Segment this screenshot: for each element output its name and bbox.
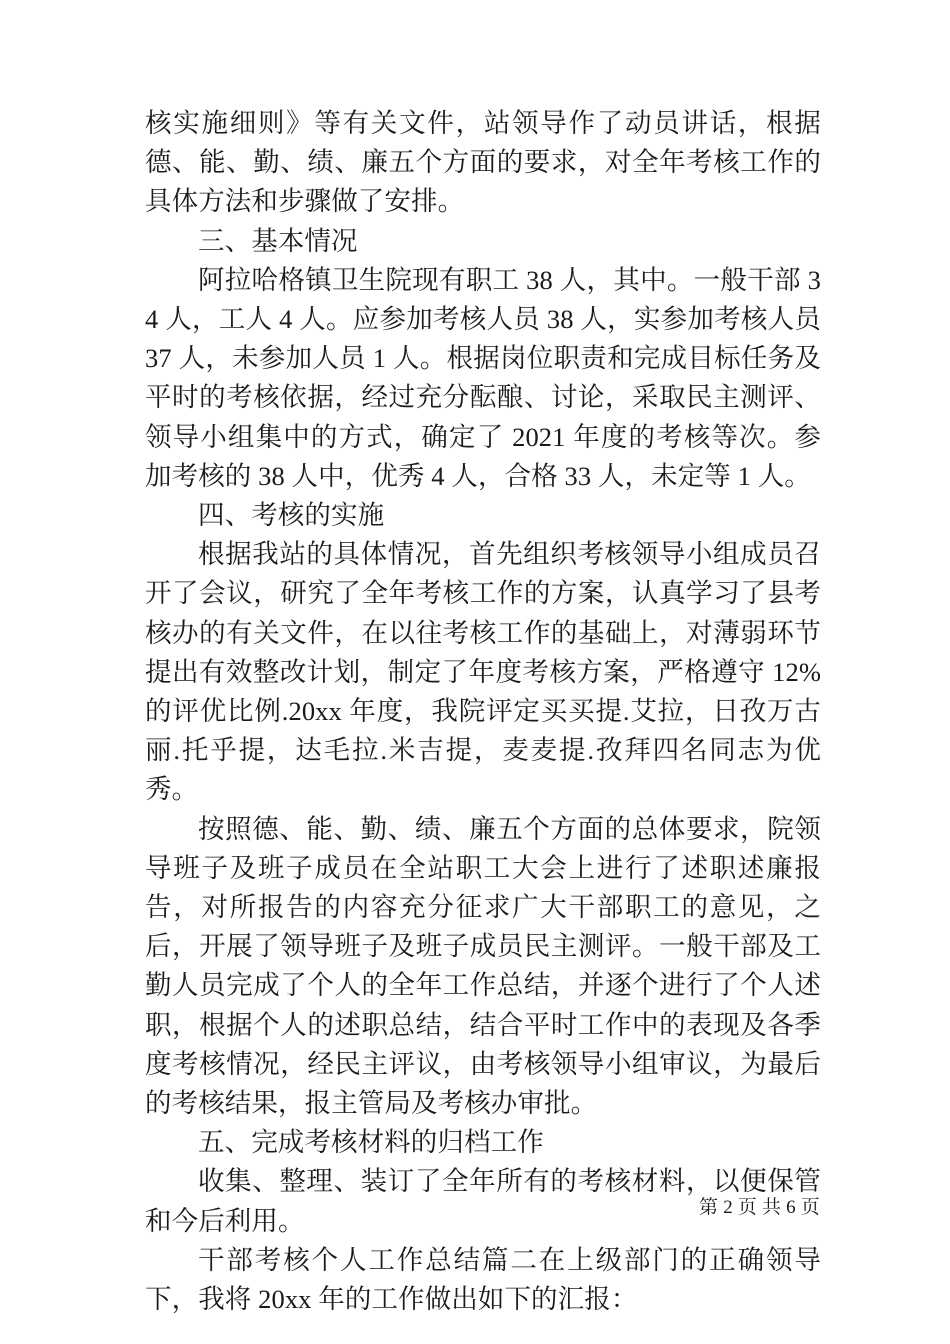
- paragraph-continued-opening: 核实施细则》等有关文件，站领导作了动员讲话，根据德、能、勤、绩、廉五个方面的要求，对全年考核工作的具体方法和步骤做了安排。: [145, 108, 821, 217]
- paragraph-requirements: 按照德、能、勤、绩、廉五个方面的总体要求，院领导班子及班子成员在全站职工大会上进行了述职述廉报告，对所报告的内容充分征求广大干部职工的意见，之后，开展了领导班子及班子成员民主测评。一般干部及工勤人员完成了个人的全年工作总结，并逐个进行了个人述职，根据个人的述职总结，结合平时工作中的表现及各季度考核情况，经民主评议，由考核领导小组审议，为最后的考核结果，报主管局及考核办审批。: [145, 813, 821, 1119]
- page-number-footer: 第 2 页 共 6 页: [699, 1197, 820, 1218]
- paragraph-basic-situation: 阿拉哈格镇卫生院现有职工 38 人，其中。一般干部 34 人，工人 4 人。应参加考核人员 38 人，实参加考核人员 37 人，未参加人员 1 人。根据岗位职责和完成目标任务及平时的考核依据，经过充分酝酿、讨论，采取民主测评、领导小组集中的方式，确定了 2021 年度的考核等次。参加考核的 38 人中，优秀 4 人，合格 33 人，未定等 1 人。: [145, 264, 821, 491]
- document-body: [145, 104, 821, 1319]
- section-heading-five: 五、完成考核材料的归档工作: [198, 1127, 544, 1158]
- paragraph-implementation: 根据我站的具体情况，首先组织考核领导小组成员召开了会议，研究了全年考核工作的方案，认真学习了县考核办的有关文件，在以往考核工作的基础上，对薄弱环节提出有效整改计划，制定了年度考核方案，严格遵守 12%的评优比例.20xx 年度，我院评定买买提.艾拉，日孜万古丽.托乎提，达毛拉.米吉提，麦麦提.孜拜四名同志为优秀。: [145, 539, 821, 805]
- paragraph-archiving: 收集、整理、装订了全年所有的考核材料，以便保管和今后利用。: [145, 1166, 821, 1236]
- section-heading-three: 三、基本情况: [198, 225, 358, 256]
- section-heading-four: 四、考核的实施: [198, 500, 385, 531]
- paragraph-next-section: 干部考核个人工作总结篇二在上级部门的正确领导下，我将 20xx 年的工作做出如下的汇报：: [145, 1244, 821, 1315]
